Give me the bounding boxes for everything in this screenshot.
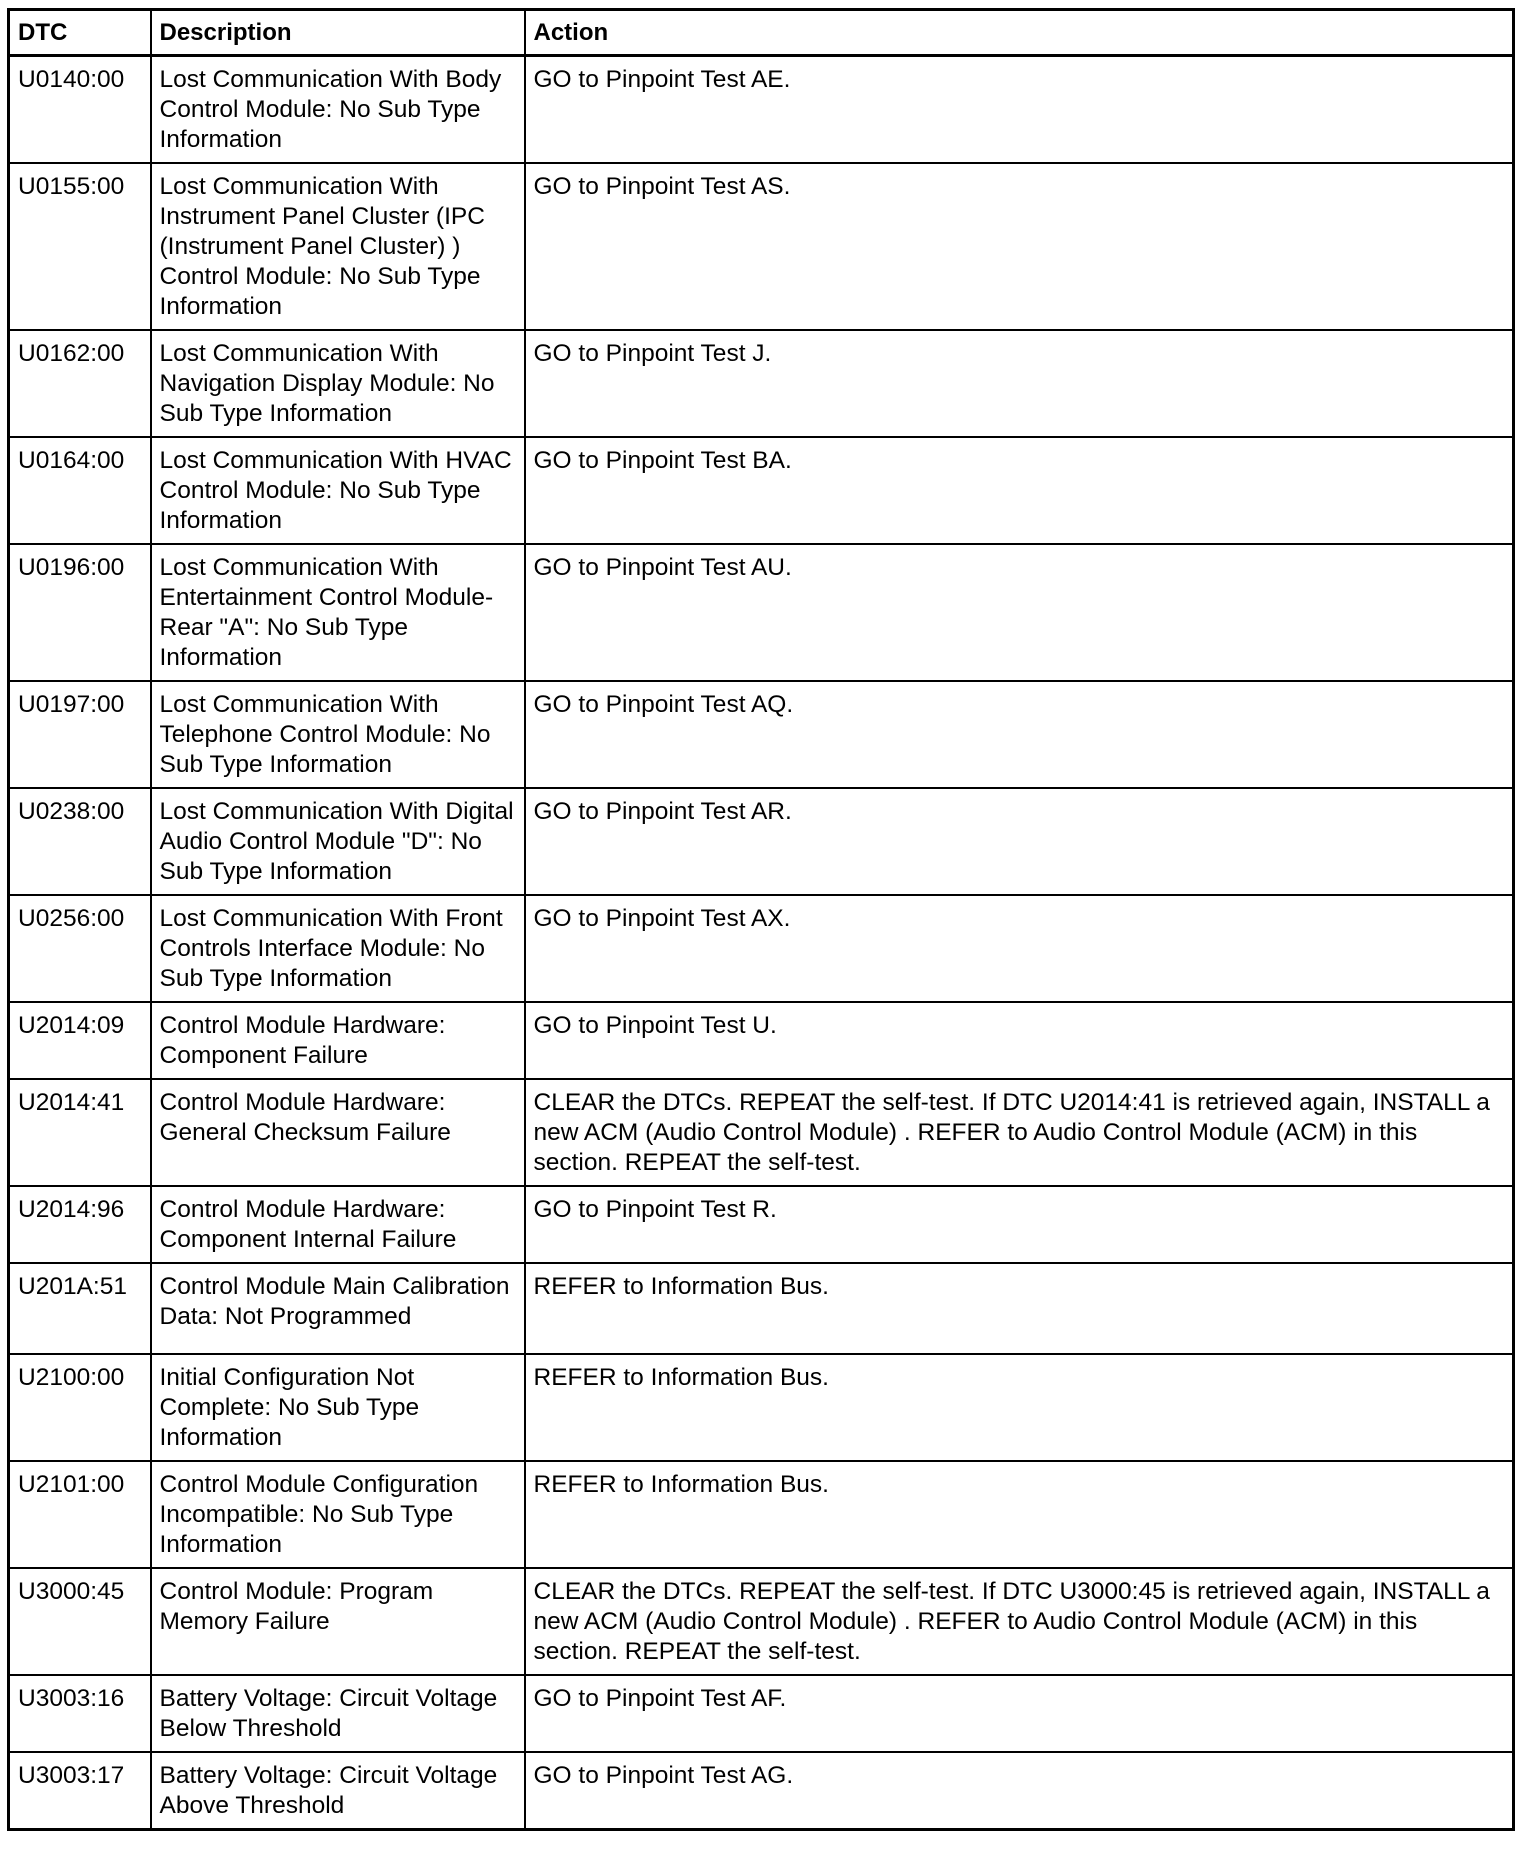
dtc-code-cell: U3003:16 — [9, 1675, 151, 1752]
description-cell: Initial Configuration Not Complete: No Sub Type Information — [151, 1354, 525, 1461]
dtc-code-cell: U0155:00 — [9, 163, 151, 330]
description-cell: Control Module Hardware: Component Internal Failure — [151, 1186, 525, 1263]
table-row — [9, 437, 1514, 544]
dtc-code-cell: U0238:00 — [9, 788, 151, 895]
dtc-code-cell: U2101:00 — [9, 1461, 151, 1568]
action-cell: GO to Pinpoint Test R. — [525, 1186, 1514, 1263]
description-cell: Battery Voltage: Circuit Voltage Below Threshold — [151, 1675, 525, 1752]
header-row — [9, 10, 1514, 56]
table-row — [9, 1461, 1514, 1568]
dtc-code-cell: U0140:00 — [9, 56, 151, 164]
description-cell: Lost Communication With Entertainment Control Module-Rear "A": No Sub Type Information — [151, 544, 525, 681]
table-row — [9, 56, 1514, 164]
dtc-code-cell: U201A:51 — [9, 1263, 151, 1354]
action-cell: GO to Pinpoint Test AR. — [525, 788, 1514, 895]
description-cell: Control Module: Program Memory Failure — [151, 1568, 525, 1675]
description-cell: Control Module Main Calibration Data: Not Programmed — [151, 1263, 525, 1354]
description-cell: Lost Communication With Body Control Module: No Sub Type Information — [151, 56, 525, 164]
dtc-code-cell: U2100:00 — [9, 1354, 151, 1461]
action-cell: GO to Pinpoint Test AQ. — [525, 681, 1514, 788]
table-row — [9, 1354, 1514, 1461]
action-cell: CLEAR the DTCs. REPEAT the self-test. If DTC U3000:45 is retrieved again, INSTALL a new ACM (Audio Control Module) . REFER to Audio Control Module (ACM) in this section. REPEAT the self-test. — [525, 1568, 1514, 1675]
table-row — [9, 788, 1514, 895]
dtc-code-cell: U0196:00 — [9, 544, 151, 681]
column-header-action: Action — [525, 10, 1514, 56]
description-cell: Control Module Configuration Incompatible: No Sub Type Information — [151, 1461, 525, 1568]
table-row — [9, 1263, 1514, 1354]
description-cell: Control Module Hardware: General Checksum Failure — [151, 1079, 525, 1186]
action-cell: GO to Pinpoint Test AF. — [525, 1675, 1514, 1752]
description-cell: Lost Communication With HVAC Control Module: No Sub Type Information — [151, 437, 525, 544]
table-row — [9, 1186, 1514, 1263]
description-cell: Lost Communication With Navigation Display Module: No Sub Type Information — [151, 330, 525, 437]
table-body — [9, 56, 1514, 1830]
description-cell: Lost Communication With Instrument Panel Cluster (IPC (Instrument Panel Cluster) ) Control Module: No Sub Type Information — [151, 163, 525, 330]
action-cell: GO to Pinpoint Test AX. — [525, 895, 1514, 1002]
action-cell: GO to Pinpoint Test U. — [525, 1002, 1514, 1079]
table-header — [9, 10, 1514, 56]
dtc-code-cell: U0197:00 — [9, 681, 151, 788]
action-cell: GO to Pinpoint Test BA. — [525, 437, 1514, 544]
dtc-code-cell: U3003:17 — [9, 1752, 151, 1830]
dtc-code-cell: U0164:00 — [9, 437, 151, 544]
table-row — [9, 895, 1514, 1002]
description-cell: Lost Communication With Telephone Control Module: No Sub Type Information — [151, 681, 525, 788]
dtc-code-cell: U0256:00 — [9, 895, 151, 1002]
description-cell: Lost Communication With Front Controls Interface Module: No Sub Type Information — [151, 895, 525, 1002]
action-cell: REFER to Information Bus. — [525, 1354, 1514, 1461]
table-row — [9, 681, 1514, 788]
table-row — [9, 330, 1514, 437]
dtc-table — [7, 8, 1515, 1831]
description-cell: Battery Voltage: Circuit Voltage Above Threshold — [151, 1752, 525, 1830]
description-cell: Lost Communication With Digital Audio Control Module "D": No Sub Type Information — [151, 788, 525, 895]
table-row — [9, 1752, 1514, 1830]
action-cell: CLEAR the DTCs. REPEAT the self-test. If DTC U2014:41 is retrieved again, INSTALL a new ACM (Audio Control Module) . REFER to Audio Control Module (ACM) in this section. REPEAT the self-test. — [525, 1079, 1514, 1186]
table-row — [9, 544, 1514, 681]
action-cell: GO to Pinpoint Test AU. — [525, 544, 1514, 681]
action-cell: REFER to Information Bus. — [525, 1263, 1514, 1354]
action-cell: GO to Pinpoint Test J. — [525, 330, 1514, 437]
action-cell: GO to Pinpoint Test AE. — [525, 56, 1514, 164]
table-row — [9, 163, 1514, 330]
table-row — [9, 1675, 1514, 1752]
dtc-code-cell: U2014:09 — [9, 1002, 151, 1079]
column-header-description: Description — [151, 10, 525, 56]
table-row — [9, 1568, 1514, 1675]
dtc-code-cell: U2014:96 — [9, 1186, 151, 1263]
column-header-dtc: DTC — [9, 10, 151, 56]
table-row — [9, 1079, 1514, 1186]
action-cell: REFER to Information Bus. — [525, 1461, 1514, 1568]
action-cell: GO to Pinpoint Test AG. — [525, 1752, 1514, 1830]
action-cell: GO to Pinpoint Test AS. — [525, 163, 1514, 330]
dtc-code-cell: U2014:41 — [9, 1079, 151, 1186]
dtc-code-cell: U3000:45 — [9, 1568, 151, 1675]
description-cell: Control Module Hardware: Component Failure — [151, 1002, 525, 1079]
dtc-code-cell: U0162:00 — [9, 330, 151, 437]
table-row — [9, 1002, 1514, 1079]
